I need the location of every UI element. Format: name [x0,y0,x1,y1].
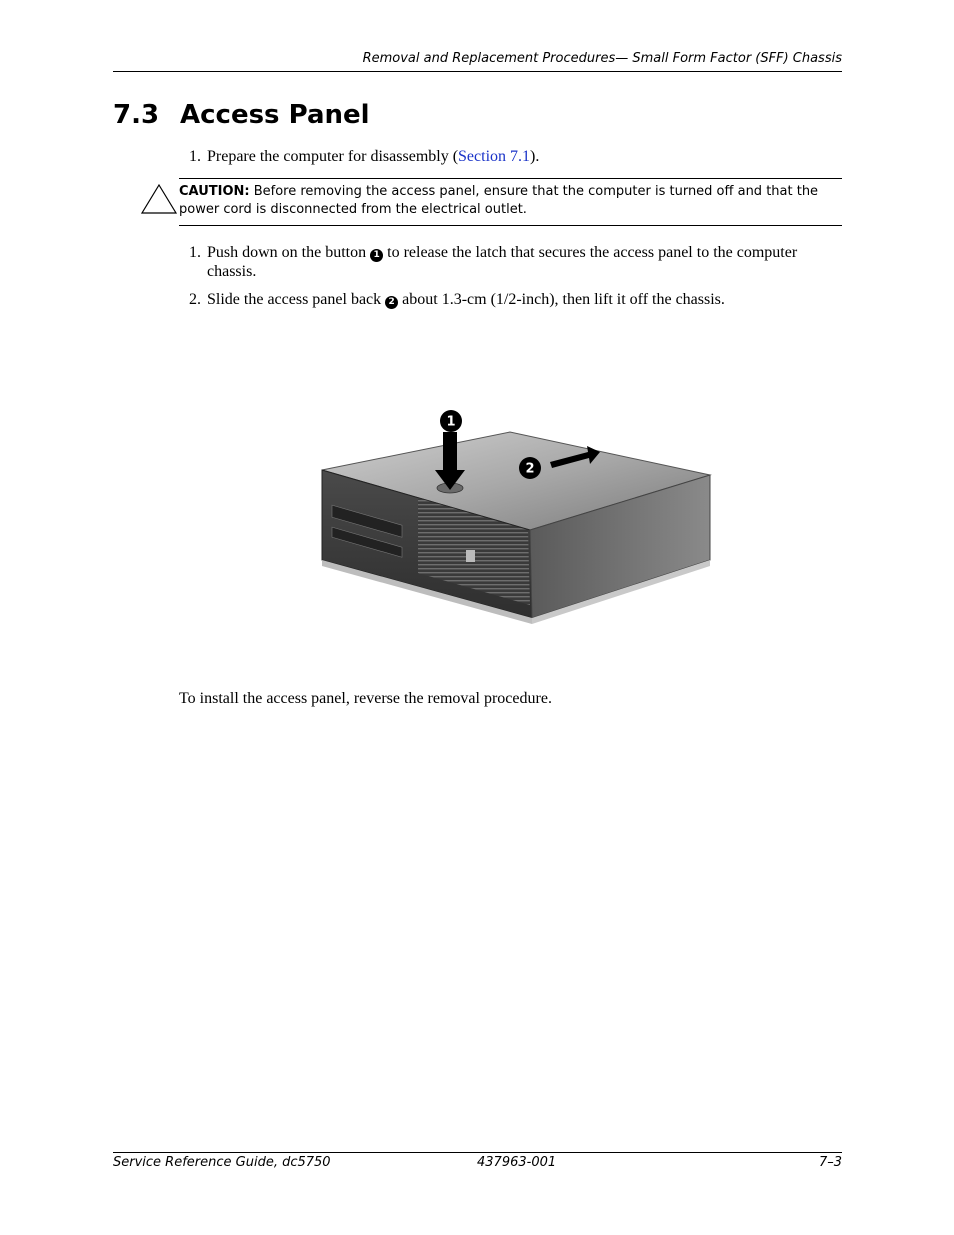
caution-top-rule [179,178,842,179]
footer-part-number: 437963-001 [477,1155,557,1170]
svg-text:1: 1 [446,414,456,430]
step-2 [189,290,725,309]
footer-page-number: 7–3 [818,1155,842,1170]
caution-icon [140,183,178,215]
svg-text:2: 2 [525,461,535,477]
computer-illustration [300,400,730,630]
caution-label: CAUTION: [179,184,250,199]
prep-text: Prepare the computer for disassembly ( [207,148,459,165]
step-text: Slide the access panel back [207,291,386,308]
prep-text-end: ). [530,148,540,165]
section-title: Access Panel [180,100,370,130]
figure-callout-1 [440,410,462,432]
step-text-continued: chassis. [207,263,257,280]
caution-body: Before removing the access panel, ensure that the computer is turned off and that the power cord is disconnected from the electrical outlet. [179,184,819,217]
step-text-end: to release the latch that secures the access panel to the computer [383,244,798,261]
header-rule [113,71,842,72]
step-1 [189,243,849,281]
logo [466,550,475,562]
footer-rule [113,1152,842,1153]
caution-bottom-rule [179,225,842,226]
step-number: 1. [189,244,201,261]
figure-callout-2 [519,457,541,479]
step-number: 1. [189,148,201,165]
caution-text [179,183,819,219]
prep-step [189,147,539,166]
step-text: Push down on the button [207,244,371,261]
closing-text: To install the access panel, reverse the removal procedure. [179,690,552,707]
footer-title: Service Reference Guide, dc5750 [113,1155,331,1170]
section-link[interactable]: Section 7.1 [458,148,531,165]
callout-2-icon: 2 [385,296,398,309]
callout-1-icon: 1 [370,249,383,262]
step-number: 2. [189,291,201,308]
step-text-end: about 1.3-cm (1/2-inch), then lift it off the chassis. [398,291,725,308]
running-header: Removal and Replacement Procedures— Small Form Factor (SFF) Chassis [362,51,842,66]
section-number: 7.3 [113,100,160,130]
section-heading [113,100,370,130]
